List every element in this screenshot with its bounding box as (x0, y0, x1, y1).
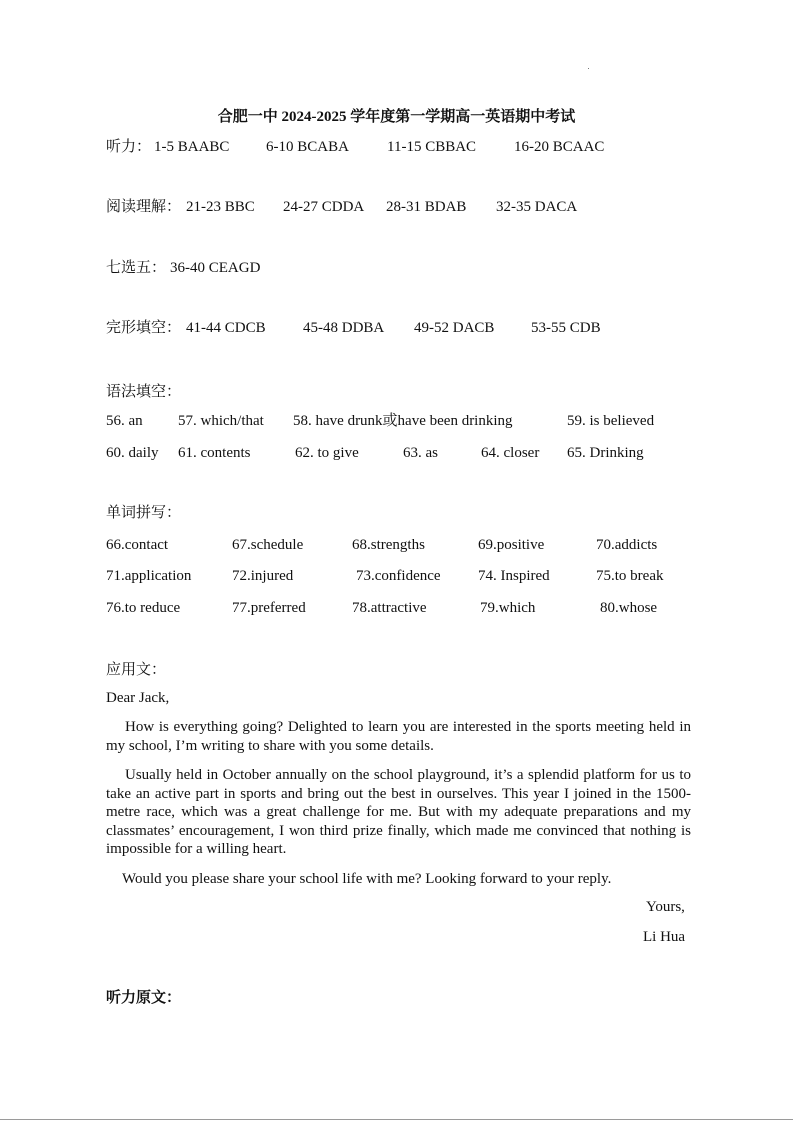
grammar-answer-60: 60. daily (106, 445, 159, 461)
reading-answers-4: 32-35 DACA (496, 199, 578, 215)
cloze-answers-2: 45-48 DDBA (303, 320, 385, 336)
page-bottom-divider (0, 1119, 793, 1120)
listening-answers-1: 1-5 BAABC (154, 139, 230, 155)
writing-label: 应用文： (106, 662, 167, 678)
cloze-answers-3: 49-52 DACB (414, 320, 495, 336)
reading-answers-1: 21-23 BBC (186, 199, 255, 215)
speck-mark (588, 68, 589, 69)
seven-five-label: 七选五： (106, 260, 167, 276)
spelling-answer-73: 73.confidence (356, 568, 441, 584)
cloze-label: 完形填空： (106, 320, 182, 336)
spelling-answer-77: 77.preferred (232, 600, 306, 616)
letter-greeting: Dear Jack, (106, 690, 170, 706)
spelling-answer-78: 78.attractive (352, 600, 427, 616)
spelling-answer-74: 74. Inspired (478, 568, 550, 584)
grammar-answer-56: 56. an (106, 413, 143, 429)
spelling-answer-67: 67.schedule (232, 537, 304, 553)
page-title: 合肥一中 2024-2025 学年度第一学期高一英语期中考试 (217, 109, 576, 125)
spelling-answer-80: 80.whose (600, 600, 658, 616)
spelling-label: 单词拼写： (106, 505, 182, 521)
seven-five-answers: 36-40 CEAGD (170, 260, 261, 276)
listening-answers-3: 11-15 CBBAC (387, 139, 477, 155)
letter-paragraph-2: Usually held in October annually on the school playground, it’s a splendid platform for us to take an active part in sports and bring out the best in ourselves. This year I joined in the 1500-metre race, which was a great challenge for me. But with my adequate preparations and my classmates’ encouragement, I won third prize finally, which made me convinced that nothing is impossible for a willing heart. (106, 767, 691, 857)
spelling-answer-69: 69.positive (478, 537, 545, 553)
spelling-answer-68: 68.strengths (352, 537, 425, 553)
grammar-answer-62: 62. to give (295, 445, 359, 461)
grammar-answer-59: 59. is believed (567, 413, 655, 429)
listening-answers-2: 6-10 BCABA (266, 139, 349, 155)
spelling-answer-70: 70.addicts (596, 537, 658, 553)
letter-closing: Yours, (646, 899, 685, 915)
spelling-answer-75: 75.to break (596, 568, 664, 584)
reading-answers-3: 28-31 BDAB (386, 199, 467, 215)
cloze-answers-1: 41-44 CDCB (186, 320, 266, 336)
letter-signature: Li Hua (643, 929, 686, 945)
grammar-label: 语法填空： (106, 384, 182, 400)
grammar-answer-58: 58. have drunk或have been drinking (293, 413, 513, 429)
spelling-answer-72: 72.injured (232, 568, 294, 584)
spelling-answer-79: 79.which (480, 600, 536, 616)
grammar-answer-63: 63. as (403, 445, 438, 461)
reading-label: 阅读理解： (106, 199, 182, 215)
letter-paragraph-1: How is everything going? Delighted to learn you are interested in the sports meeting held in my school, I’m writing to share with you some details. (106, 719, 691, 754)
grammar-answer-57: 57. which/that (178, 413, 264, 429)
grammar-answer-65: 65. Drinking (567, 445, 644, 461)
listening-label: 听力： (106, 139, 152, 155)
grammar-answer-61: 61. contents (178, 445, 251, 461)
listening-answers-4: 16-20 BCAAC (514, 139, 605, 155)
spelling-answer-66: 66.contact (106, 537, 169, 553)
transcript-label: 听力原文： (106, 990, 182, 1006)
reading-answers-2: 24-27 CDDA (283, 199, 365, 215)
letter-paragraph-3: Would you please share your school life with me? Looking forward to your reply. (122, 871, 612, 887)
cloze-answers-4: 53-55 CDB (531, 320, 601, 336)
spelling-answer-71: 71.application (106, 568, 192, 584)
grammar-answer-64: 64. closer (481, 445, 540, 461)
spelling-answer-76: 76.to reduce (106, 600, 181, 616)
